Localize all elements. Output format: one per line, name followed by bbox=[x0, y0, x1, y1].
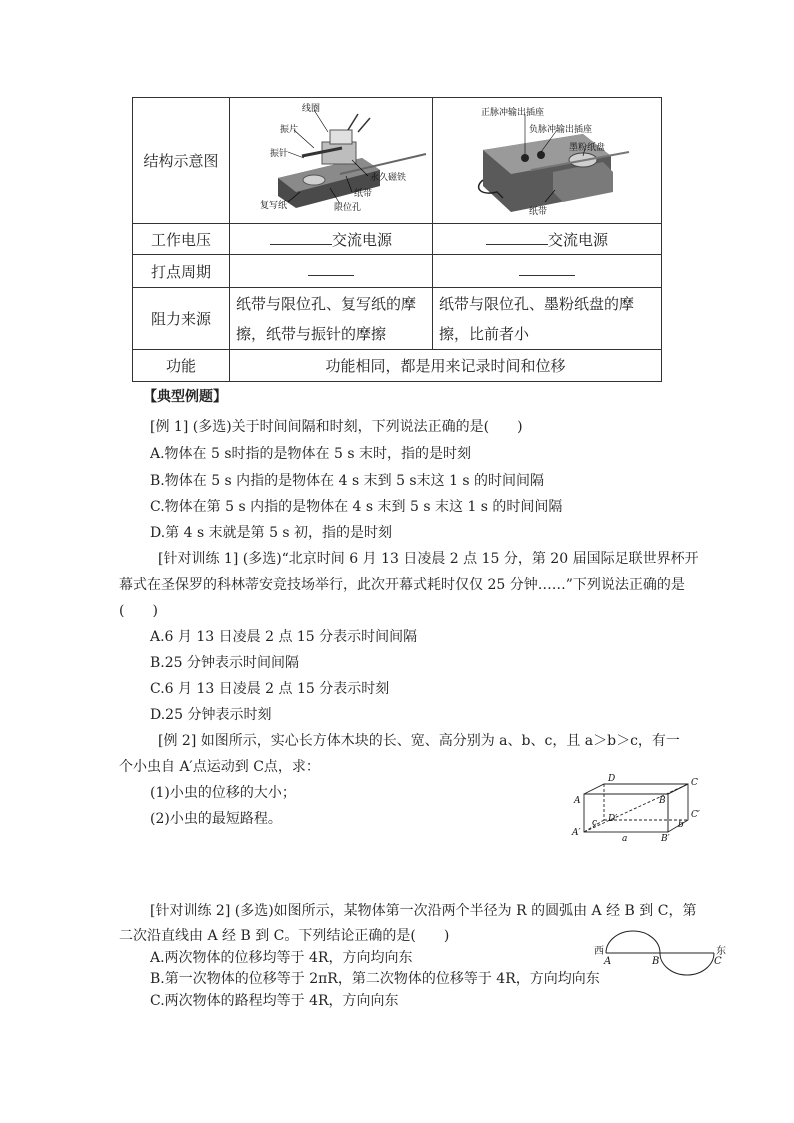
train2-option-c: C.两次物体的路程均等于 4R，方向向东 bbox=[150, 993, 399, 1009]
cell-text: 纸带与限位孔、复写纸的摩擦，纸带与振针的摩擦 bbox=[230, 288, 433, 350]
blank bbox=[486, 244, 548, 245]
arc-path-figure bbox=[592, 928, 732, 976]
vertex-label: A bbox=[574, 796, 581, 806]
train2-stem-line1: [针对训练 2] (多选)如图所示，某物体第一次沿两个半径为 R 的圆弧由 A 经 B 到 C，第 bbox=[150, 903, 697, 919]
cell-text: 纸带与限位孔、墨粉纸盘的摩擦，比前者小 bbox=[433, 288, 662, 350]
comparison-table bbox=[132, 97, 662, 382]
cell-text: 交流电源 bbox=[331, 230, 392, 249]
row-label: 阻力来源 bbox=[133, 288, 230, 350]
table-row bbox=[133, 98, 662, 224]
vertex-label: D bbox=[608, 774, 616, 784]
row-label: 打点周期 bbox=[133, 255, 230, 288]
spark-timer-drawing bbox=[433, 100, 662, 222]
point-label: A bbox=[604, 956, 612, 967]
ex1-option-a: A.物体在 5 s时指的是物体在 5 s 末时，指的是时刻 bbox=[150, 446, 471, 462]
blank bbox=[270, 244, 332, 245]
cell bbox=[433, 224, 662, 255]
point-label: C bbox=[714, 956, 722, 967]
ex1-option-c: C.物体在第 5 s 内指的是物体在 4 s 末到 5 s 末这 1 s 的时间间隔 bbox=[150, 499, 563, 515]
figure-label: 正脉冲输出插座 bbox=[481, 107, 545, 118]
train1-stem-line2: 幕式在圣保罗的科林蒂安竞技场举行，此次开幕式耗时仅仅 25 分钟……”下列说法正确的是 bbox=[119, 577, 685, 593]
figure-label: 复写纸 bbox=[260, 200, 288, 211]
figure-label: 振针 bbox=[270, 148, 289, 159]
train1-option-d: D.25 分钟表示时刻 bbox=[150, 707, 272, 723]
cuboid-figure bbox=[562, 774, 712, 846]
direction-west-label: 西 bbox=[594, 946, 604, 957]
cell bbox=[230, 255, 433, 288]
vertex-label: A′ bbox=[572, 828, 581, 838]
vertex-label: B′ bbox=[661, 834, 670, 844]
row-label: 功能 bbox=[133, 350, 230, 382]
train1-option-a: A.6 月 13 日凌晨 2 点 15 分表示时间间隔 bbox=[150, 629, 418, 645]
ex1-stem: [例 1] (多选)关于时间间隔和时刻，下列说法正确的是( ) bbox=[150, 419, 523, 435]
electromagnetic-timer-figure bbox=[230, 98, 433, 224]
train1-option-b: B.25 分钟表示时间间隔 bbox=[150, 655, 300, 671]
point-label: B bbox=[652, 956, 660, 967]
figure-label: 纸带 bbox=[354, 188, 373, 199]
vertex-label: C bbox=[691, 778, 698, 788]
ex2-question-2: (2)小虫的最短路程。 bbox=[150, 811, 282, 827]
cell bbox=[433, 255, 662, 288]
table-row bbox=[133, 224, 662, 255]
train1-option-c: C.6 月 13 日凌晨 2 点 15 分表示时刻 bbox=[150, 681, 390, 697]
blank bbox=[308, 275, 354, 276]
train2-option-a: A.两次物体的位移均等于 4R，方向均向东 bbox=[150, 950, 413, 966]
ex1-option-d: D.第 4 s 末就是第 5 s 初，指的是时刻 bbox=[150, 525, 393, 541]
row-label: 工作电压 bbox=[133, 224, 230, 255]
table-row bbox=[133, 350, 662, 382]
vertex-label: B bbox=[659, 796, 666, 806]
train1-stem-line3: ( ) bbox=[119, 603, 158, 619]
figure-label: 限位孔 bbox=[334, 202, 362, 213]
ex2-question-1: (1)小虫的位移的大小； bbox=[150, 785, 296, 801]
cell bbox=[230, 224, 433, 255]
section-title: 【典型例题】 bbox=[143, 389, 227, 405]
train2-stem-line2: 二次沿直线由 A 经 B 到 C。下列结论正确的是( ) bbox=[119, 928, 450, 944]
row-label: 结构示意图 bbox=[133, 98, 230, 224]
vertex-label: D′ bbox=[608, 814, 618, 824]
edge-label: a bbox=[622, 834, 628, 844]
edge-label: c bbox=[592, 818, 598, 828]
train2-option-b: B.第一次物体的位移等于 2πR，第二次物体的位移等于 4R，方向均向东 bbox=[150, 971, 600, 987]
table-row bbox=[133, 255, 662, 288]
cuboid-drawing bbox=[562, 774, 712, 846]
table-row bbox=[133, 288, 662, 350]
figure-label: 永久磁铁 bbox=[370, 172, 407, 183]
spark-timer-figure bbox=[433, 98, 662, 224]
vertex-label: C′ bbox=[691, 810, 700, 820]
figure-label: 振片 bbox=[280, 124, 299, 135]
edge-label: b bbox=[678, 820, 684, 830]
train1-stem-line1: [针对训练 1] (多选)“北京时间 6 月 13 日凌晨 2 点 15 分，第 20 届国际足联世界杯开 bbox=[158, 551, 699, 567]
figure-label: 线圈 bbox=[302, 103, 321, 114]
figure-label: 墨粉纸盘 bbox=[569, 142, 606, 153]
arc-path-drawing bbox=[592, 928, 732, 976]
ex2-stem-line1: [例 2] 如图所示，实心长方体木块的长、宽、高分别为 a、b、c，且 a＞b＞c，有一 bbox=[158, 733, 680, 749]
cell-text: 交流电源 bbox=[547, 230, 608, 249]
direction-east-label: 东 bbox=[716, 946, 726, 957]
cell-text: 功能相同，都是用来记录时间和位移 bbox=[230, 350, 662, 382]
ex2-stem-line2: 个小虫自 A′点运动到 C点，求： bbox=[119, 759, 320, 775]
figure-label: 负脉冲输出插座 bbox=[529, 124, 593, 135]
blank bbox=[519, 275, 575, 276]
ex1-option-b: B.物体在 5 s 内指的是物体在 4 s 末到 5 s末这 1 s 的时间间隔 bbox=[150, 473, 545, 489]
figure-label: 纸带 bbox=[529, 206, 548, 217]
